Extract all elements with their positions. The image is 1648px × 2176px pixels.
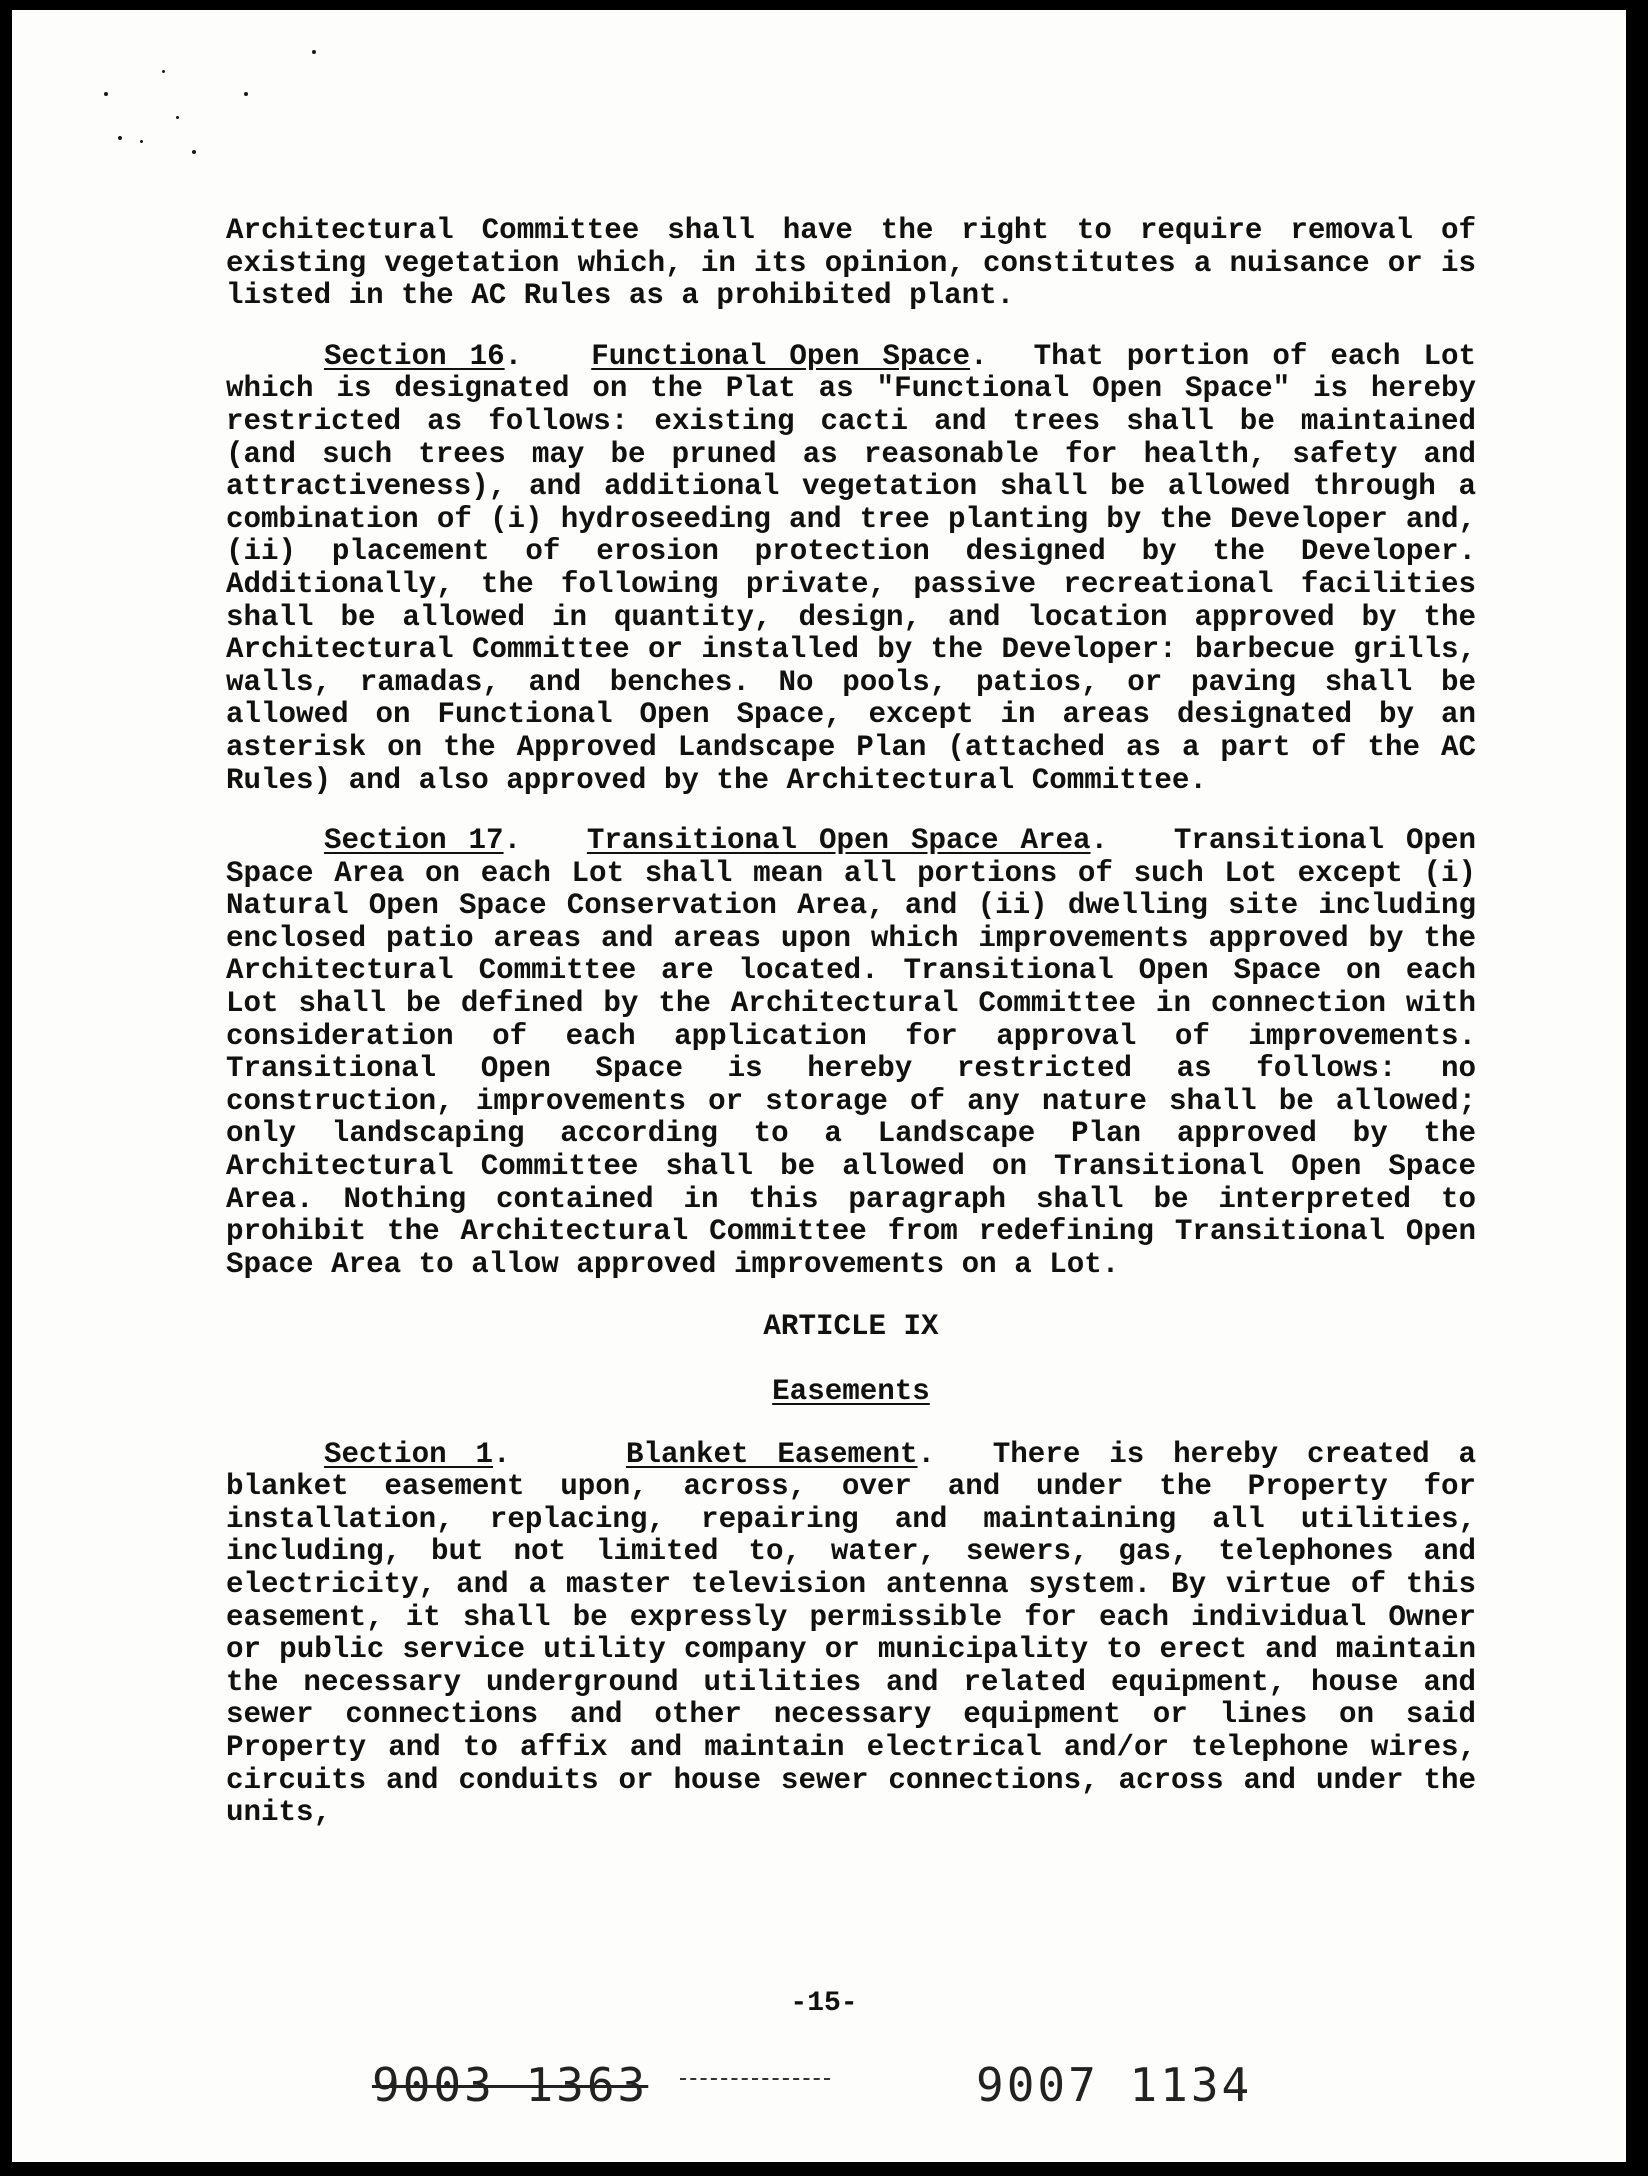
section-16-body: That portion of each Lot which is designated on the Plat as "Functional Open Space" is hereby restricted as follows: existing cacti and trees shall be maintained (and such trees may be pruned as reasonable for health, safety and attractiveness), and additional vegetation shall be allowed through a combination of (i) hydroseeding and tree planting by the Developer and, (ii) placement of erosion protection designed by the Developer. Additionally, the following private, passive recreational facilities shall be allowed in quantity, design, and location approved by the Architectural Committee or installed by the Developer: barbecue grills, walls, ramadas, and benches. No pools, patios, or paving shall be allowed on Functional Open Space, except in areas designated by an asterisk on the Approved Landscape Plan (attached as a part of the AC Rules) and also approved by the Architectural Committee. xyxy=(226,339,1477,797)
page-number: -15- xyxy=(790,1988,858,2019)
section-1-label: Section 1 xyxy=(324,1437,493,1471)
scan-speck xyxy=(140,140,143,143)
scan-speck xyxy=(192,150,196,154)
section-16-title: Functional Open Space xyxy=(591,339,971,373)
section-1-paragraph: Section 1. Blanket Easement. There is hereby created a blanket easement upon, across, over and under the Property for installation, replacing, repairing and maintaining all utilities, including, but not limited to, water, sewers, gas, telephones and electricity, and a master television antenna system. By virtue of this easement, it shall be expressly permissible for each individual Owner or public service utility company or municipality to erect and maintain the necessary underground utilities and related equipment, house and sewer connections and other necessary equipment or lines on said Property and to affix and maintain electrical and/or telephone wires, circuits and conduits or house sewer connections, across and under the units, xyxy=(226,1437,1477,1830)
section-16-label: Section 16 xyxy=(324,339,505,373)
section-1-title: Blanket Easement xyxy=(625,1437,918,1471)
scan-speck xyxy=(244,92,248,96)
scan-speck xyxy=(104,92,108,96)
section-17-paragraph: Section 17. Transitional Open Space Area. Transitional Open Space Area on each Lot shall mean all portions of such Lot except (i) Natural Open Space Conservation Area, and (ii) dwelling site including enclosed patio areas and areas upon which improvements approved by the Architectural Committee are located. Transitional Open Space on each Lot shall be defined by the Architectural Committee in connection with consideration of each application for approval of improvements. Transitional Open Space is hereby restricted as follows: no construction, improvements or storage of any nature shall be allowed; only landscaping according to a Landscape Plan approved by the Architectural Committee shall be allowed on Transitional Open Space Area. Nothing contained in this paragraph shall be interpreted to prohibit the Architectural Committee from redefining Transitional Open Space Area to allow approved improvements on a Lot. xyxy=(226,824,1477,1281)
recording-stamp: 9007 1134 xyxy=(976,2058,1253,2112)
scan-speck xyxy=(312,50,316,54)
article-subtitle: Easements xyxy=(772,1375,930,1408)
scan-top-edge xyxy=(0,0,1648,10)
intro-paragraph: Architectural Committee shall have the right to require removal of existing vegetation which, in its opinion, constitutes a nuisance or is listed in the AC Rules as a prohibited plant. xyxy=(226,214,1476,313)
article-title: ARTICLE IX xyxy=(763,1310,939,1344)
scan-speck xyxy=(162,70,165,73)
section-17-title: Transitional Open Space Area xyxy=(586,824,1091,858)
section-17-body: Transitional Open Space Area on each Lot shall mean all portions of such Lot except (i) Natural Open Space Conservation Area, and (ii) dwelling site including enclosed patio areas and areas upon which improvements approved by the Architectural Committee are located. Transitional Open Space on each Lot shall be defined by the Architectural Committee in connection with consideration of each application for approval of improvements. Transitional Open Space is hereby restricted as follows: no construction, improvements or storage of any nature shall be allowed; only landscaping according to a Landscape Plan approved by the Architectural Committee shall be allowed on Transitional Open Space Area. Nothing contained in this paragraph shall be interpreted to prohibit the Architectural Committee from redefining Transitional Open Space Area to allow approved improvements on a Lot. xyxy=(226,824,1477,1281)
document-body xyxy=(226,215,1476,1830)
section-17-label: Section 17 xyxy=(324,824,504,858)
stamp-dashed-line xyxy=(680,2078,830,2080)
section-1-body: There is hereby created a blanket easement upon, across, over and under the Property for installation, replacing, repairing and maintaining all utilities, including, but not limited to, water, sewers, gas, telephones and electricity, and a master television antenna system. By virtue of this easement, it shall be expressly permissible for each individual Owner or public service utility company or municipality to erect and maintain the necessary underground utilities and related equipment, house and sewer connections and other necessary equipment or lines on said Property and to affix and maintain electrical and/or telephone wires, circuits and conduits or house sewer connections, across and under the units, xyxy=(226,1437,1477,1830)
scan-speck xyxy=(176,116,179,119)
scan-speck xyxy=(118,136,122,140)
crossed-out-recording-stamp: 9003 1363 xyxy=(372,2058,649,2112)
section-16-paragraph: Section 16. Functional Open Space. That portion of each Lot which is designated on the Plat as "Functional Open Space" is hereby restricted as follows: existing cacti and trees shall be maintained (and such trees may be pruned as reasonable for health, safety and attractiveness), and additional vegetation shall be allowed through a combination of (i) hydroseeding and tree planting by the Developer and, (ii) placement of erosion protection designed by the Developer. Additionally, the following private, passive recreational facilities shall be allowed in quantity, design, and location approved by the Architectural Committee or installed by the Developer: barbecue grills, walls, ramadas, and benches. No pools, patios, or paving shall be allowed on Functional Open Space, except in areas designated by an asterisk on the Approved Landscape Plan (attached as a part of the AC Rules) and also approved by the Architectural Committee. xyxy=(226,339,1477,797)
